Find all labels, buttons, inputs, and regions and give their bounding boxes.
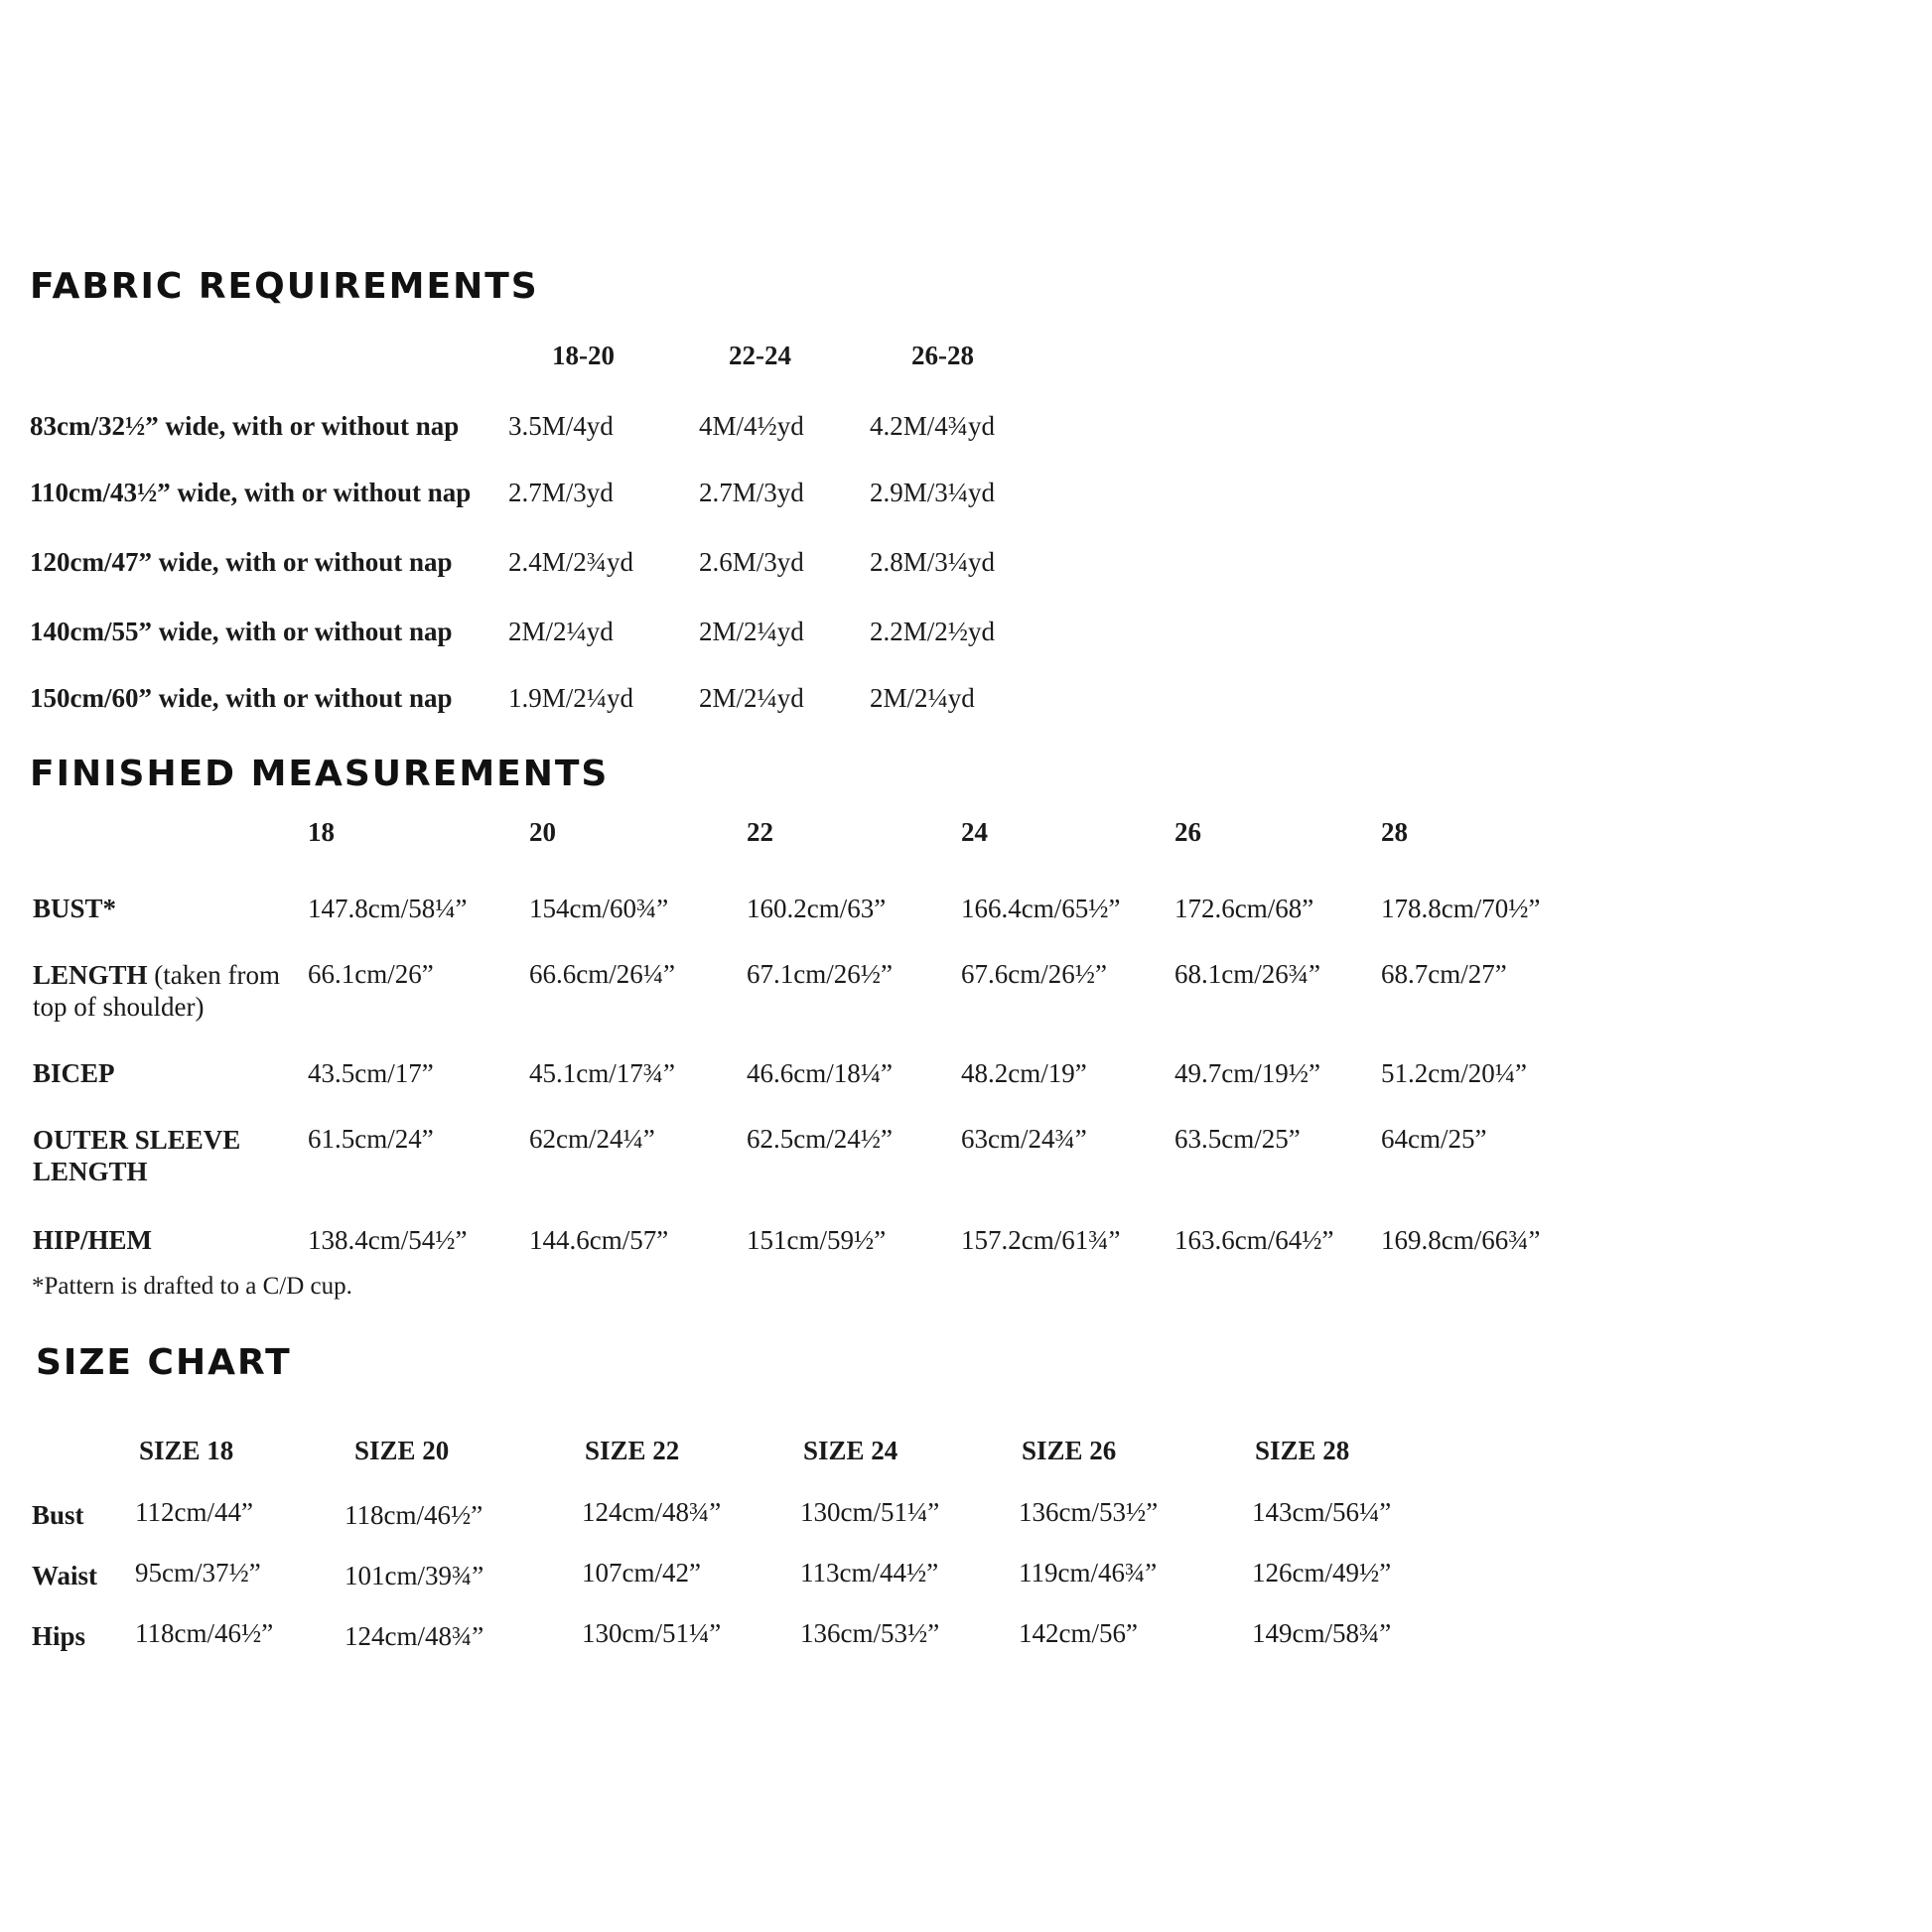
- cup-footnote: *Pattern is drafted to a C/D cup.: [32, 1273, 352, 1300]
- size-cell: 113cm/44½”: [800, 1558, 939, 1587]
- size-cell: 143cm/56¼”: [1252, 1497, 1392, 1527]
- size-cell: 95cm/37½”: [135, 1558, 261, 1587]
- finished-cell: 68.1cm/26¾”: [1174, 959, 1320, 989]
- fabric-cell: 2.8M/3¼yd: [870, 547, 996, 577]
- fabric-cell: 2.6M/3yd: [699, 547, 804, 577]
- finished-cell: 62cm/24¼”: [529, 1124, 655, 1154]
- finished-cell: 43.5cm/17”: [308, 1058, 434, 1088]
- size-cell: 124cm/48¾”: [582, 1497, 722, 1527]
- fabric-cell: 2M/2¼yd: [508, 617, 614, 646]
- size-cell: 136cm/53½”: [1019, 1497, 1159, 1527]
- finished-cell: 151cm/59½”: [747, 1225, 887, 1255]
- finished-cell: 62.5cm/24½”: [747, 1124, 893, 1154]
- size-col-22: SIZE 22: [585, 1436, 680, 1465]
- finished-cell: 48.2cm/19”: [961, 1058, 1087, 1088]
- finished-cell: 154cm/60¾”: [529, 894, 669, 923]
- fabric-cell: 2M/2¼yd: [699, 683, 804, 713]
- finished-cell: 49.7cm/19½”: [1174, 1058, 1320, 1088]
- fabric-cell: 2.7M/3yd: [699, 478, 804, 507]
- finished-cell: 147.8cm/58¼”: [308, 894, 468, 923]
- fabric-cell: 4.2M/4¾yd: [870, 411, 996, 441]
- finished-cell: 51.2cm/20¼”: [1381, 1058, 1527, 1088]
- size-cell: 149cm/58¾”: [1252, 1618, 1392, 1648]
- finished-cell: 63cm/24¾”: [961, 1124, 1087, 1154]
- finished-cell: 138.4cm/54½”: [308, 1225, 468, 1255]
- fabric-row-label: 140cm/55” wide, with or without nap: [30, 617, 453, 646]
- size-col-18: SIZE 18: [139, 1436, 234, 1465]
- finished-cell: 66.6cm/26¼”: [529, 959, 675, 989]
- fabric-cell: 3.5M/4yd: [508, 411, 614, 441]
- fabric-row-label: 110cm/43½” wide, with or without nap: [30, 478, 472, 507]
- finished-measurements-heading: FINISHED MEASUREMENTS: [30, 754, 610, 794]
- size-col-26: SIZE 26: [1022, 1436, 1117, 1465]
- fabric-cell: 2.4M/2¾yd: [508, 547, 634, 577]
- fabric-requirements-heading: FABRIC REQUIREMENTS: [30, 266, 539, 307]
- size-cell: 118cm/46½”: [135, 1618, 274, 1648]
- finished-row-label-hip-hem: HIP/HEM: [33, 1225, 152, 1255]
- finished-cell: 163.6cm/64½”: [1174, 1225, 1334, 1255]
- finished-row-label-bust: BUST*: [33, 894, 117, 923]
- finished-cell: 160.2cm/63”: [747, 894, 887, 923]
- size-col-28: SIZE 28: [1255, 1436, 1350, 1465]
- size-cell: 142cm/56”: [1019, 1618, 1138, 1648]
- fabric-cell: 2.2M/2½yd: [870, 617, 996, 646]
- finished-cell: 169.8cm/66¾”: [1381, 1225, 1541, 1255]
- finished-row-label-length: [33, 959, 291, 1023]
- finished-cell: 45.1cm/17¾”: [529, 1058, 675, 1088]
- fabric-cell: 4M/4½yd: [699, 411, 804, 441]
- finished-cell: 178.8cm/70½”: [1381, 894, 1541, 923]
- finished-col-18: 18: [308, 817, 335, 847]
- size-cell: 136cm/53½”: [800, 1618, 940, 1648]
- fabric-row-label: 83cm/32½” wide, with or without nap: [30, 411, 460, 441]
- finished-col-24: 24: [961, 817, 988, 847]
- finished-col-22: 22: [747, 817, 773, 847]
- size-cell: 124cm/48¾”: [345, 1621, 484, 1651]
- finished-row-label-outer-sleeve: OUTER SLEEVE LENGTH: [33, 1125, 241, 1186]
- fabric-row-label: 150cm/60” wide, with or without nap: [30, 683, 453, 713]
- size-row-label-hips: Hips: [32, 1621, 86, 1651]
- finished-col-28: 28: [1381, 817, 1408, 847]
- size-chart-heading: SIZE CHART: [36, 1342, 292, 1383]
- fabric-cell: 2M/2¼yd: [870, 683, 975, 713]
- finished-cell: 157.2cm/61¾”: [961, 1225, 1121, 1255]
- size-row-label-waist: Waist: [32, 1561, 98, 1590]
- finished-cell: 64cm/25”: [1381, 1124, 1487, 1154]
- finished-row-label-bicep: BICEP: [33, 1058, 115, 1088]
- fabric-col-26-28: 26-28: [911, 341, 974, 370]
- size-col-20: SIZE 20: [354, 1436, 450, 1465]
- fabric-cell: 2M/2¼yd: [699, 617, 804, 646]
- fabric-col-18-20: 18-20: [552, 341, 615, 370]
- finished-cell: 46.6cm/18¼”: [747, 1058, 893, 1088]
- finished-cell: 67.6cm/26½”: [961, 959, 1107, 989]
- size-cell: 101cm/39¾”: [345, 1561, 484, 1590]
- fabric-cell: 2.9M/3¼yd: [870, 478, 996, 507]
- finished-col-20: 20: [529, 817, 556, 847]
- finished-cell: 166.4cm/65½”: [961, 894, 1121, 923]
- size-cell: 130cm/51¼”: [582, 1618, 722, 1648]
- size-cell: 119cm/46¾”: [1019, 1558, 1158, 1587]
- finished-cell: 67.1cm/26½”: [747, 959, 893, 989]
- fabric-row-label: 120cm/47” wide, with or without nap: [30, 547, 453, 577]
- finished-cell: 66.1cm/26”: [308, 959, 434, 989]
- finished-cell: 172.6cm/68”: [1174, 894, 1314, 923]
- size-cell: 118cm/46½”: [345, 1500, 483, 1530]
- size-cell: 130cm/51¼”: [800, 1497, 940, 1527]
- finished-cell: 63.5cm/25”: [1174, 1124, 1301, 1154]
- finished-cell: 144.6cm/57”: [529, 1225, 669, 1255]
- size-cell: 112cm/44”: [135, 1497, 253, 1527]
- fabric-col-22-24: 22-24: [729, 341, 791, 370]
- finished-cell: 68.7cm/27”: [1381, 959, 1507, 989]
- fabric-cell: 1.9M/2¼yd: [508, 683, 634, 713]
- size-cell: 126cm/49½”: [1252, 1558, 1392, 1587]
- finished-cell: 61.5cm/24”: [308, 1124, 434, 1154]
- finished-col-26: 26: [1174, 817, 1201, 847]
- fabric-cell: 2.7M/3yd: [508, 478, 614, 507]
- length-label-note: (taken from top of shoulder): [33, 960, 280, 1022]
- size-cell: 107cm/42”: [582, 1558, 701, 1587]
- length-label-main: LENGTH: [33, 960, 148, 990]
- size-row-label-bust: Bust: [32, 1500, 84, 1530]
- size-col-24: SIZE 24: [803, 1436, 898, 1465]
